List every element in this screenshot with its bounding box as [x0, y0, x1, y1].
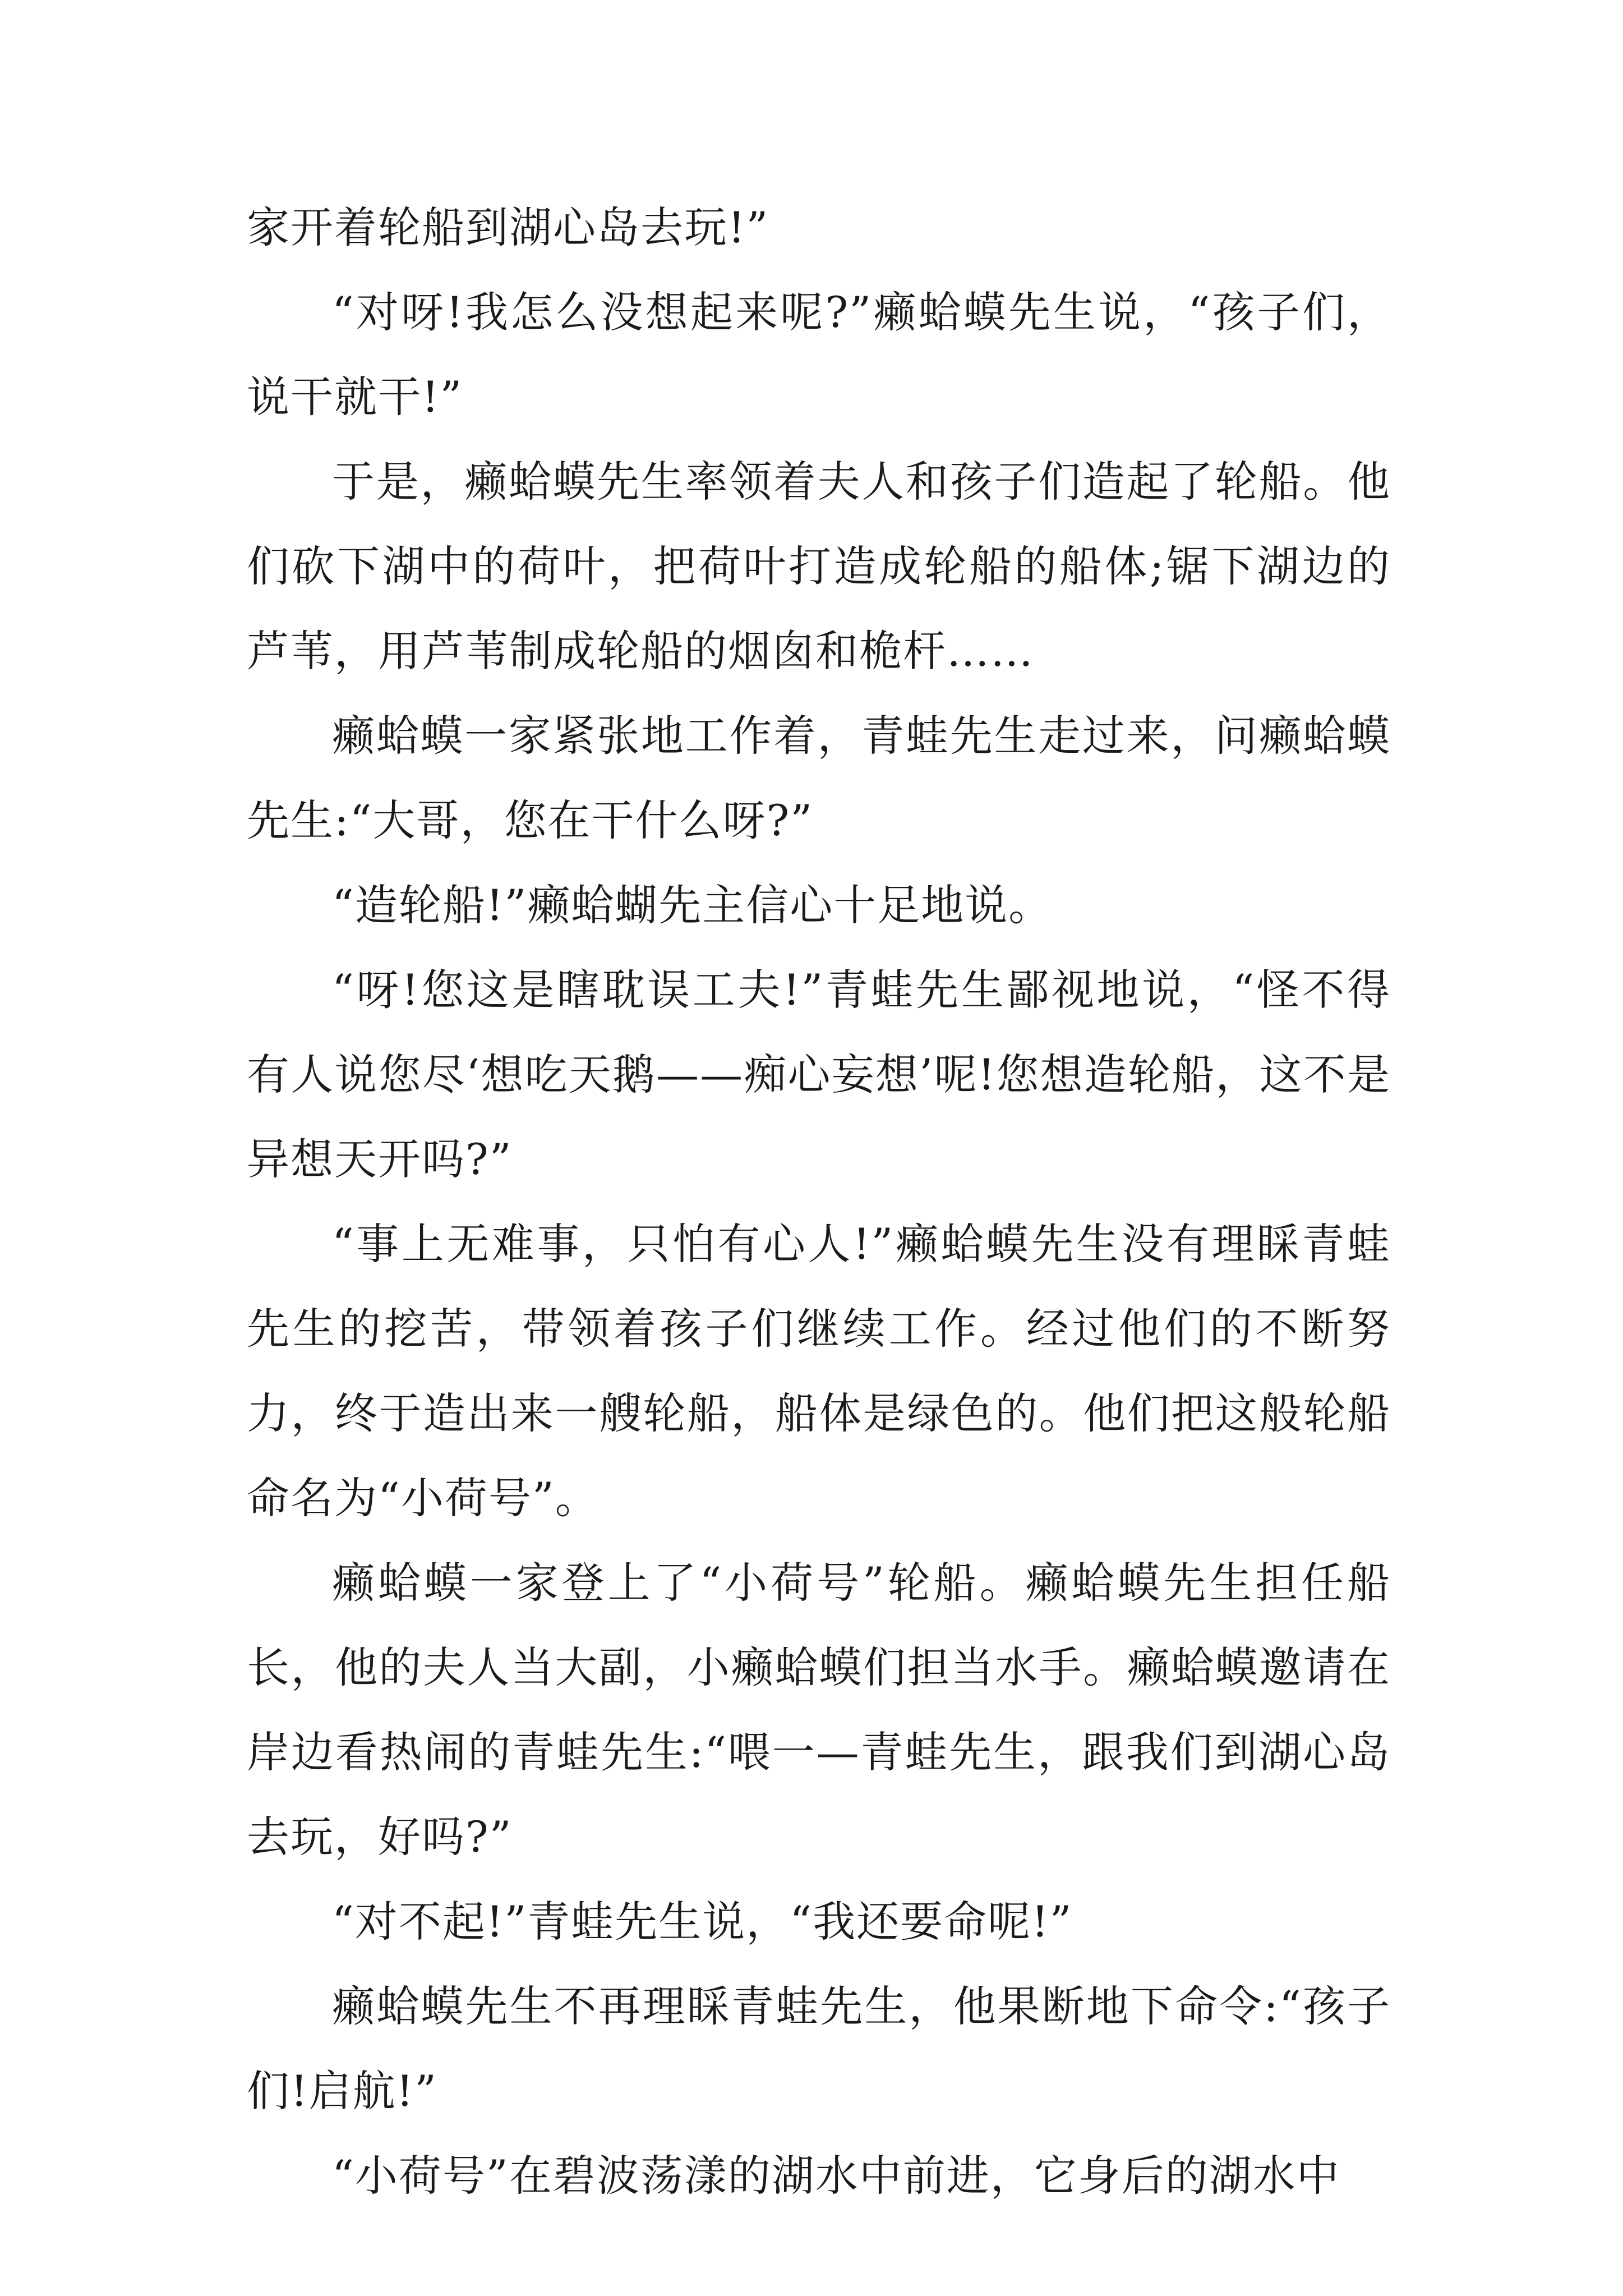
story-text — [247, 185, 1391, 2218]
paragraph: 于是，癞蛤蟆先生率领着夫人和孩子们造起了轮船。他们砍下湖中的荷叶，把荷叶打造成轮船的船体;锯下湖边的芦苇，用芦苇制成轮船的烟囱和桅杆…… — [247, 457, 1391, 676]
paragraph: “对呀!我怎么没想起来呢?”癞蛤蟆先生说，“孩子们，说干就干!” — [247, 287, 1391, 422]
paragraph: 癞蛤蟆先生不再理睬青蛙先生，他果断地下命令:“孩子们!启航!” — [247, 1981, 1391, 2116]
paragraph: “事上无难事，只怕有心人!”癞蛤蟆先生没有理睬青蛙先生的挖苦，带领着孩子们继续工作。经过他们的不断努力，终于造出来一艘轮船，船体是绿色的。他们把这般轮船命名为“小荷号”。 — [247, 1219, 1391, 1523]
paragraph: “对不起!”青蛙先生说，“我还要命呢!” — [332, 1897, 1073, 1947]
paragraph-continuation: 家开着轮船到湖心岛去玩!” — [247, 203, 769, 252]
paragraph: 癞蛤蟆一家登上了“小荷号”轮船。癞蛤蟆先生担任船长，他的夫人当大副，小癞蛤蟆们担当水手。癞蛤蟆邀请在岸边看热闹的青蛙先生:“喂一—青蛙先生，跟我们到湖心岛去玩，好吗?” — [247, 1558, 1391, 1862]
paragraph: 癞蛤蟆一家紧张地工作着，青蛙先生走过来，问癞蛤蟆先生:“大哥，您在干什么呀?” — [247, 711, 1391, 845]
paragraph: “小荷号”在碧波荡漾的湖水中前进，它身后的湖水中 — [332, 2151, 1340, 2201]
paragraph: “造轮船!”癞蛤蝴先主信心十足地说。 — [332, 880, 1053, 930]
paragraph: “呀!您这是瞎耽误工夫!”青蛙先生鄙视地说，“怪不得有人说您尽‘想吃天鹅——痴心妄想’呢!您想造轮船，这不是异想天开吗?” — [247, 965, 1391, 1184]
